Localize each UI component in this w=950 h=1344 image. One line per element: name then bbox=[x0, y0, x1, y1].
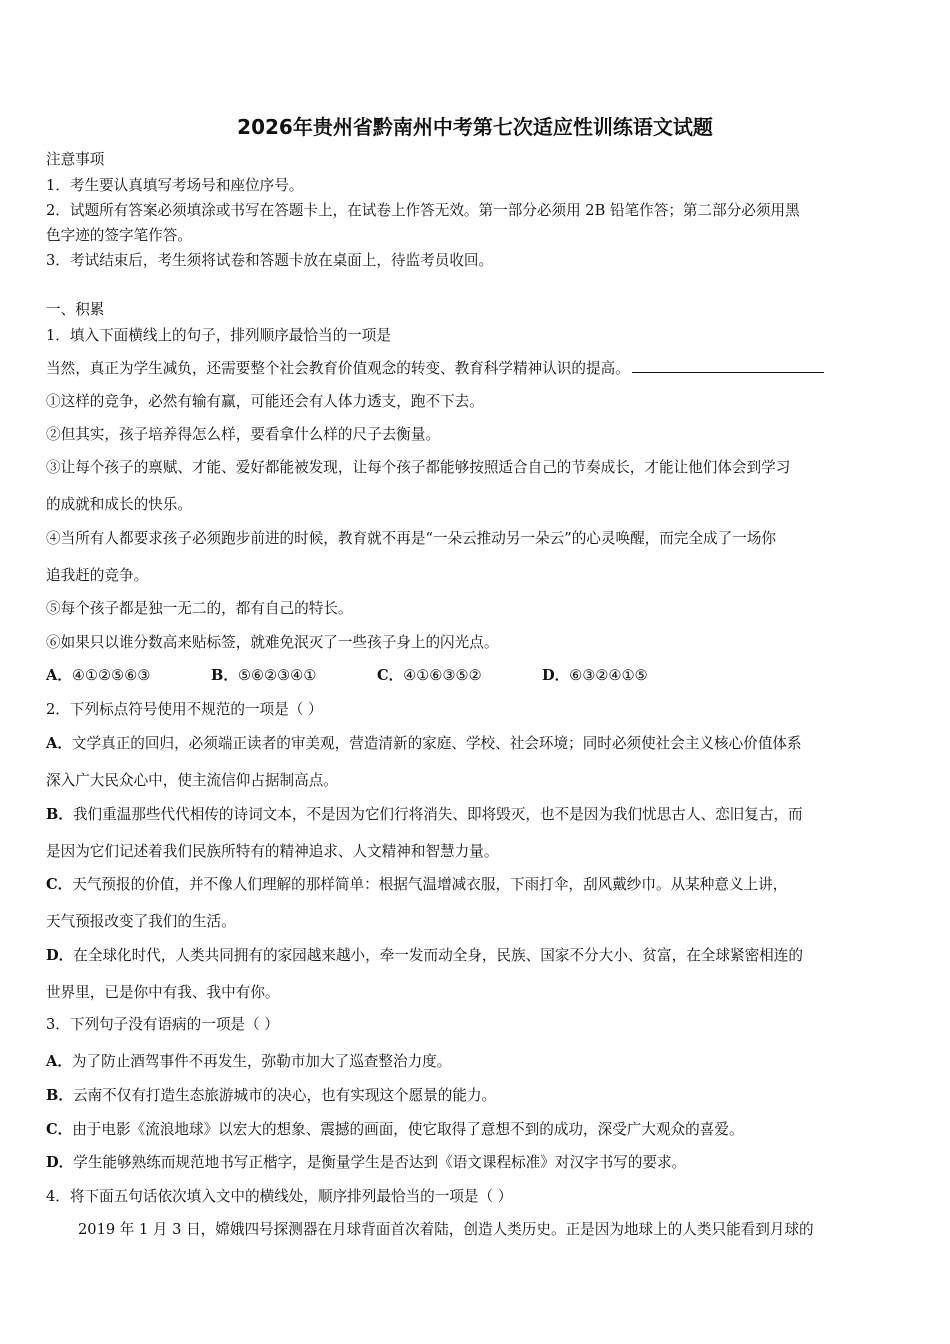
q3-option-c[interactable]: C．由于电影《流浪地球》以宏大的想象、震撼的画面，使它取得了意想不到的成功，深受广大观众的喜爱。 bbox=[46, 1121, 744, 1138]
q1-stem: 1．填入下面横线上的句子，排列顺序最恰当的一项是 bbox=[46, 327, 391, 344]
q4-stem: 4．将下面五句话依次填入文中的横线处，顺序排列最恰当的一项是（ ） bbox=[46, 1188, 513, 1205]
q1-sentence-3: ③让每个孩子的禀赋、才能、爱好都能被发现，让每个孩子都能够按照适合自己的节奏成长，才能让他们体会到学习 bbox=[46, 459, 791, 476]
notice-heading: 注意事项 bbox=[46, 151, 105, 168]
q2-stem: 2．下列标点符号使用不规范的一项是（ ） bbox=[46, 701, 323, 718]
q1-option-b[interactable]: B．⑤⑥②③④① bbox=[211, 667, 317, 684]
q1-sentence-1: ①这样的竞争，必然有输有赢，可能还会有人体力透支，跑不下去。 bbox=[46, 393, 484, 410]
q1-option-d[interactable]: D．⑥③②④①⑤ bbox=[542, 667, 648, 684]
q3-option-d[interactable]: D．学生能够熟练而规范地书写正楷字，是衡量学生是否达到《语文课程标准》对汉字书写的要求。 bbox=[46, 1154, 687, 1171]
q3-option-a[interactable]: A．为了防止酒驾事件不再发生，弥勒市加大了巡查整治力度。 bbox=[46, 1053, 452, 1070]
notice-item-1: 1．考生要认真填写考场号和座位序号。 bbox=[46, 177, 304, 194]
q1-sentence-6: ⑥如果只以谁分数高来贴标签，就难免泯灭了一些孩子身上的闪光点。 bbox=[46, 634, 499, 651]
answer-blank[interactable] bbox=[632, 358, 824, 373]
q1-lead-text: 当然，真正为学生减负，还需要整个社会教育价值观念的转变、教育科学精神认识的提高。 bbox=[46, 360, 630, 377]
q3-option-b[interactable]: B．云南不仅有打造生态旅游城市的决心，也有实现这个愿景的能力。 bbox=[46, 1087, 497, 1104]
q1-sentence-4-cont: 追我赶的竞争。 bbox=[46, 567, 149, 584]
q1-lead bbox=[46, 358, 824, 379]
q1-sentence-3-cont: 的成就和成长的快乐。 bbox=[46, 496, 192, 513]
section-heading: 一、积累 bbox=[46, 301, 105, 318]
page-title: 2026年贵州省黔南州中考第七次适应性训练语文试题 bbox=[237, 115, 713, 139]
q3-stem: 3．下列句子没有语病的一项是（ ） bbox=[46, 1016, 279, 1033]
notice-item-2-cont: 色字迹的签字笔作答。 bbox=[46, 227, 192, 244]
q2-option-d[interactable]: D．在全球化时代，人类共同拥有的家园越来越小，牵一发而动全身，民族、国家不分大小、贫富，在全球紧密相连的 bbox=[46, 947, 803, 964]
notice-item-2: 2．试题所有答案必须填涂或书写在答题卡上，在试卷上作答无效。第一部分必须用 2B 铅笔作答；第二部分必须用黑 bbox=[46, 202, 800, 219]
q2-option-a-cont: 深入广大民众心中，使主流信仰占据制高点。 bbox=[46, 772, 338, 789]
q4-passage: 2019 年 1 月 3 日，嫦娥四号探测器在月球背面首次着陆，创造人类历史。正是因为地球上的人类只能看到月球的 bbox=[78, 1221, 814, 1238]
q2-option-a[interactable]: A．文学真正的回归，必须端正读者的审美观，营造清新的家庭、学校、社会环境；同时必须使社会主义核心价值体系 bbox=[46, 735, 802, 752]
notice-item-3: 3．考试结束后，考生须将试卷和答题卡放在桌面上，待监考员收回。 bbox=[46, 252, 494, 269]
q1-sentence-5: ⑤每个孩子都是独一无二的，都有自己的特长。 bbox=[46, 600, 353, 617]
q1-sentence-2: ②但其实，孩子培养得怎么样，要看拿什么样的尺子去衡量。 bbox=[46, 426, 441, 443]
q2-option-c[interactable]: C．天气预报的价值，并不像人们理解的那样简单：根据气温增减衣服，下雨打伞，刮风戴纱巾。从某种意义上讲， bbox=[46, 876, 788, 893]
q2-option-d-cont: 世界里，已是你中有我、我中有你。 bbox=[46, 984, 280, 1001]
q1-option-c[interactable]: C．④①⑥③⑤② bbox=[377, 667, 482, 684]
q2-option-b-cont: 是因为它们记述着我们民族所特有的精神追求、人文精神和智慧力量。 bbox=[46, 843, 499, 860]
q1-sentence-4: ④当所有人都要求孩子必须跑步前进的时候，教育就不再是“一朵云推动另一朵云”的心灵唤醒，而完全成了一场你 bbox=[46, 530, 777, 547]
q1-option-a[interactable]: A．④①②⑤⑥③ bbox=[46, 667, 151, 684]
q2-option-b[interactable]: B．我们重温那些代代相传的诗词文本，不是因为它们行将消失、即将毁灭，也不是因为我们忧思古人、恋旧复古，而 bbox=[46, 806, 803, 823]
q2-option-c-cont: 天气预报改变了我们的生活。 bbox=[46, 913, 236, 930]
q1-options bbox=[46, 666, 648, 686]
